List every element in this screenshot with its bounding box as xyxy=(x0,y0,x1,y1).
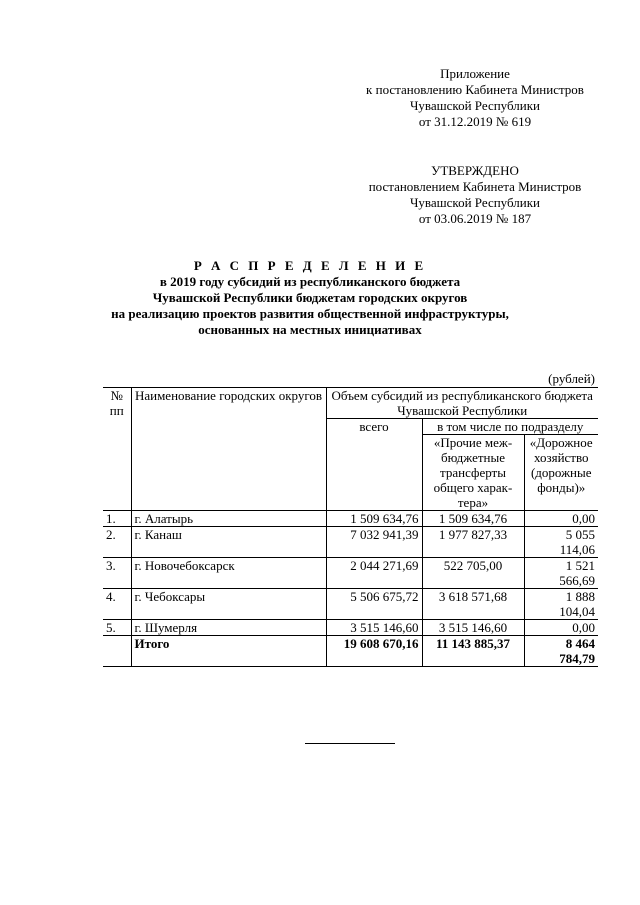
document-title xyxy=(80,258,540,338)
row-road: 1 888 104,04 xyxy=(524,589,598,620)
row-total: 5 506 675,72 xyxy=(326,589,422,620)
col-road-header: «Дорожное хозяйство (дорожные фонды)» xyxy=(524,435,598,511)
appendix-label: Приложение xyxy=(440,66,510,81)
title-line-1: в 2019 году субсидий из республиканского бюджета xyxy=(159,274,461,289)
title-line-2: Чувашской Республики бюджетам городских округов xyxy=(152,290,468,305)
col-number-header: № пп xyxy=(103,388,131,511)
row-name: г. Алатырь xyxy=(131,511,326,527)
row-name: г. Чебоксары xyxy=(131,589,326,620)
table-row xyxy=(103,511,598,527)
approval-line-2: постановлением Кабинета Министров xyxy=(368,179,582,194)
row-other: 3 515 146,60 xyxy=(422,620,524,636)
title-heading: Р А С П Р Е Д Е Л Е Н И Е xyxy=(193,258,427,273)
row-total: 3 515 146,60 xyxy=(326,620,422,636)
col-other-header: «Прочие меж-бюджетные трансферты общего харак-тера» xyxy=(422,435,524,511)
row-road: 1 521 566,69 xyxy=(524,558,598,589)
col-volume-header: Объем субсидий из республиканского бюджета Чувашской Республики xyxy=(326,388,598,419)
table-row xyxy=(103,620,598,636)
total-number xyxy=(103,636,131,667)
closing-divider xyxy=(305,743,395,744)
row-number: 4. xyxy=(103,589,131,620)
title-line-3: на реализацию проектов развития общественной инфраструктуры, xyxy=(111,306,509,321)
appendix-date-number: от 31.12.2019 № 619 xyxy=(418,114,532,129)
table-row xyxy=(103,589,598,620)
appendix-line-3: Чувашской Республики xyxy=(409,98,541,113)
row-road: 0,00 xyxy=(524,511,598,527)
unit-label: (рублей) xyxy=(548,371,595,386)
total-road: 8 464 784,79 xyxy=(524,636,598,667)
row-other: 1 509 634,76 xyxy=(422,511,524,527)
row-other: 1 977 827,33 xyxy=(422,527,524,558)
appendix-header xyxy=(330,66,620,130)
col-name-header: Наименование городских округов xyxy=(131,388,326,511)
table-row xyxy=(103,527,598,558)
table-row xyxy=(103,558,598,589)
row-number: 1. xyxy=(103,511,131,527)
row-total: 2 044 271,69 xyxy=(326,558,422,589)
appendix-line-2: к постановлению Кабинета Министров xyxy=(366,82,584,97)
row-number: 5. xyxy=(103,620,131,636)
row-road: 5 055 114,06 xyxy=(524,527,598,558)
total-other: 11 143 885,37 xyxy=(422,636,524,667)
row-total: 1 509 634,76 xyxy=(326,511,422,527)
row-number: 3. xyxy=(103,558,131,589)
total-sum: 19 608 670,16 xyxy=(326,636,422,667)
row-name: г. Шумерля xyxy=(131,620,326,636)
approval-label: УТВЕРЖДЕНО xyxy=(431,163,519,178)
title-line-4: основанных на местных инициативах xyxy=(198,322,422,337)
row-other: 522 705,00 xyxy=(422,558,524,589)
row-road: 0,00 xyxy=(524,620,598,636)
total-row xyxy=(103,636,598,667)
approval-line-3: Чувашской Республики xyxy=(409,195,541,210)
col-total-header: всего xyxy=(326,419,422,511)
row-total: 7 032 941,39 xyxy=(326,527,422,558)
approval-header xyxy=(330,163,620,227)
col-incl-header: в том числе по подразделу xyxy=(422,419,598,435)
row-other: 3 618 571,68 xyxy=(422,589,524,620)
row-name: г. Канаш xyxy=(131,527,326,558)
total-label: Итого xyxy=(131,636,326,667)
row-number: 2. xyxy=(103,527,131,558)
approval-date-number: от 03.06.2019 № 187 xyxy=(418,211,532,226)
subsidy-table xyxy=(103,387,598,667)
row-name: г. Новочебоксарск xyxy=(131,558,326,589)
header-row-1 xyxy=(103,388,598,419)
